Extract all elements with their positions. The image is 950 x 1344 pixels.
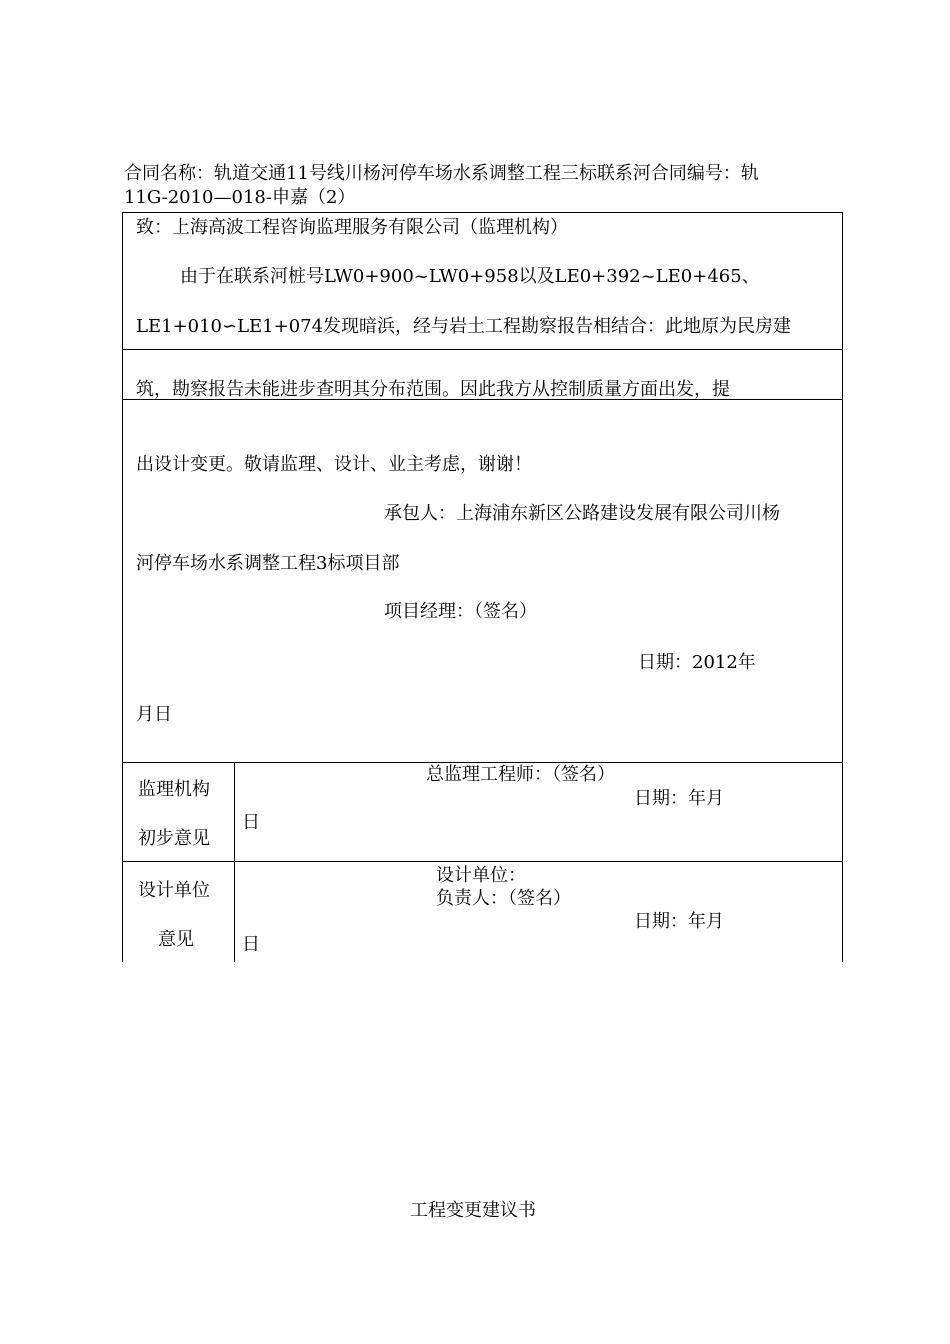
contractor-signature: 承包人：上海浦东新区公路建设发展有限公司川杨 bbox=[384, 503, 780, 524]
design-date: 日期：年月 bbox=[634, 911, 724, 932]
project-manager-signature: 项目经理：（签名） bbox=[384, 601, 537, 622]
letter-body-line: 由于在联系河桩号LW0+900~LW0+958以及LE0+392~LE0+465、 bbox=[180, 266, 760, 287]
letter-body-line: 筑，勘察报告未能进步查明其分布范围。因此我方从控制质量方面出发，提 bbox=[136, 379, 730, 400]
letter-body-line: 出设计变更。敬请监理、设计、业主考虑，谢谢！ bbox=[136, 454, 532, 475]
contract-header-line1: 合同名称：轨道交通11号线川杨河停车场水系调整工程三标联系河合同编号：轨 bbox=[124, 163, 759, 184]
table-row-divider bbox=[122, 762, 843, 763]
supervision-day: 日 bbox=[242, 812, 260, 833]
letter-date-line2: 月日 bbox=[136, 704, 172, 725]
contractor-signature-line2: 河停车场水系调整工程3标项目部 bbox=[136, 553, 400, 574]
chief-engineer-signature: 总监理工程师：（签名） bbox=[426, 764, 615, 785]
document-title: 工程变更建议书 bbox=[410, 1200, 536, 1221]
table-column-divider bbox=[234, 762, 235, 962]
table-row-divider bbox=[122, 861, 843, 862]
letter-recipient: 致：上海高波工程咨询监理服务有限公司（监理机构） bbox=[136, 217, 568, 238]
design-day: 日 bbox=[242, 934, 260, 955]
design-responsible-signature: 负责人：（签名） bbox=[436, 888, 571, 909]
letter-date: 日期：2012年 bbox=[638, 652, 756, 673]
table-left-border bbox=[122, 212, 123, 962]
contract-header-line2: 11G-2010—018-申嘉（2） bbox=[124, 187, 356, 208]
letter-body-line: LE1+010∽LE1+074发现暗浜，经与岩土工程勘察报告相结合：此地原为民房建 bbox=[136, 316, 792, 337]
table-top-border bbox=[122, 212, 843, 213]
table-row-divider bbox=[122, 349, 843, 350]
design-label-line2: 意见 bbox=[158, 929, 194, 950]
supervision-label-line2: 初步意见 bbox=[138, 828, 210, 849]
design-unit: 设计单位： bbox=[436, 865, 526, 886]
supervision-label: 监理机构 bbox=[138, 779, 210, 800]
supervision-date: 日期：年月 bbox=[634, 788, 724, 809]
design-label: 设计单位 bbox=[138, 880, 210, 901]
table-right-border bbox=[842, 212, 843, 962]
